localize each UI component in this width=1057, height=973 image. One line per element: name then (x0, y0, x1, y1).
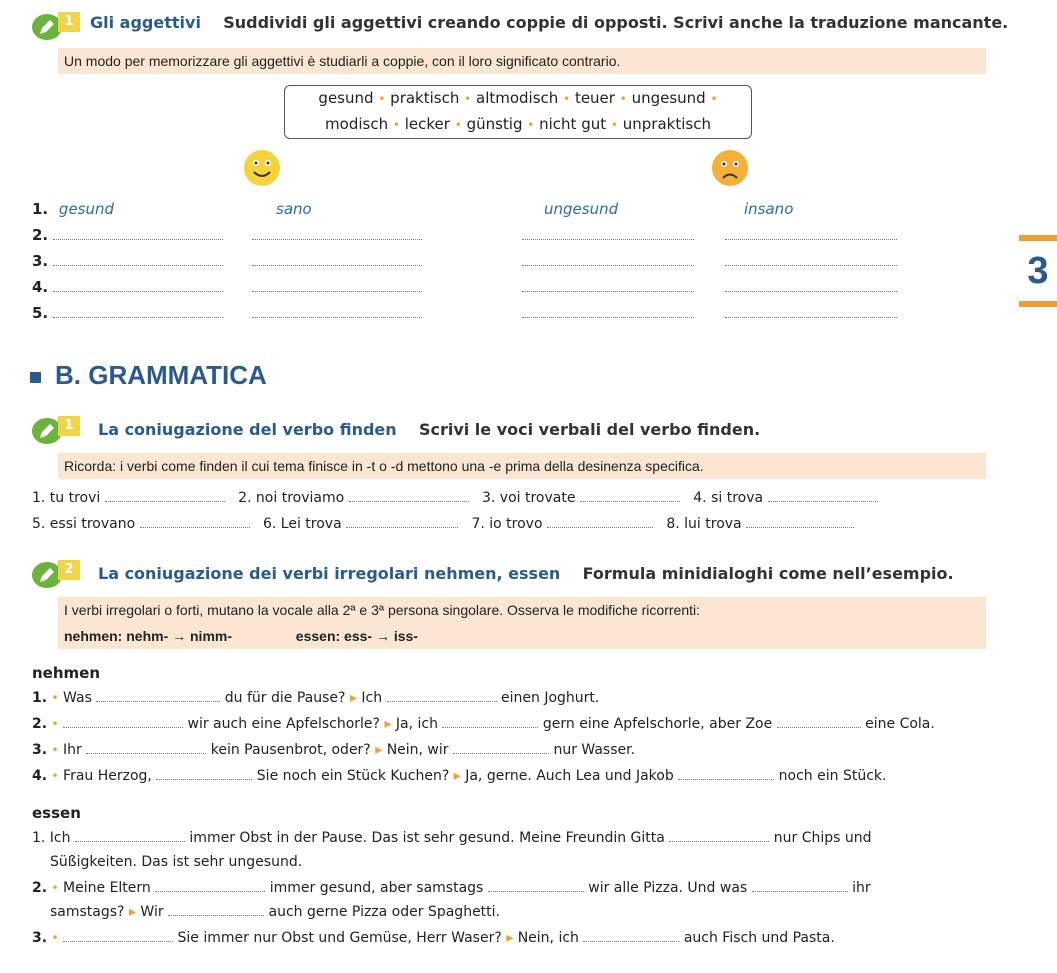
item-label: 7. io trovo (471, 516, 543, 532)
dialog-row: 1. • Was du für die Pause? ▸ Ich einen Joghurt. (32, 690, 600, 706)
answer-row (32, 252, 897, 270)
item-label: 1. tu trovi (32, 490, 101, 506)
answer-blank[interactable] (168, 914, 264, 916)
dialog-text: immer gesund, aber samstags (269, 880, 484, 896)
answer-blank[interactable] (777, 726, 861, 728)
item-label: 8. lui trova (666, 516, 742, 532)
dialog-row: 2. • wir auch eine Apfelschorle? ▸ Ja, ich gern eine Apfelschorle, aber Zoe eine Cola. (32, 716, 935, 732)
dialog-text: immer Obst in der Pause. Das ist sehr gesund. Meine Freundin Gitta (189, 830, 665, 846)
section-title (30, 360, 267, 391)
answer-blank[interactable] (252, 290, 422, 292)
word: praktisch (390, 89, 460, 107)
answer-blank[interactable] (156, 778, 252, 780)
answer-blank[interactable] (453, 752, 549, 754)
dialog-text: samstags? (50, 904, 125, 920)
exercise-instruction: Formula minidialoghi come nell’esempio. (582, 564, 954, 583)
answer-blank[interactable] (140, 526, 250, 528)
dialog-text: Wir (140, 904, 164, 920)
dialog-text: wir auch eine Apfelschorle? (187, 716, 380, 732)
dialog-text: Ja, gerne. Auch Lea und Jakob (465, 768, 674, 784)
dialog-text: kein Pausenbrot, oder? (210, 742, 371, 758)
answer-blank[interactable] (53, 238, 223, 240)
section-title-text: B. GRAMMATICA (55, 360, 267, 390)
dialog-text: einen Joghurt. (501, 690, 600, 706)
exercise-topic: La coniugazione del verbo finden (98, 420, 397, 439)
exercise-number: 1 (58, 416, 80, 436)
row-number: 2. (32, 716, 48, 732)
tip-bar: Ricorda: i verbi come finden il cui tema finisce in -t o -d mettono una -e prima della desinenza specifica. (58, 453, 986, 479)
answer-blank[interactable] (522, 290, 694, 292)
dialog-row: 2. • Meine Eltern immer gesund, aber samstags wir alle Pizza. Und was ihr (32, 880, 871, 896)
dialog-text: Sie immer nur Obst und Gemüse, Herr Waser? (177, 930, 502, 946)
answer-blank[interactable] (725, 238, 897, 240)
answer-blank[interactable] (53, 316, 223, 318)
dialog-row: samstags? ▸ Wir auch gerne Pizza oder Spaghetti. (50, 904, 501, 920)
example-word: ungesund (544, 200, 619, 218)
happy-face-icon (244, 150, 280, 186)
dialog-text: nur Wasser. (553, 742, 636, 758)
dialog-text: Nein, ich (517, 930, 579, 946)
dialog-text: Frau Herzog, (63, 768, 152, 784)
exercise-instruction: Suddividi gli aggettivi creando coppie di opposti. Scrivi anche la traduzione mancante. (223, 13, 1009, 32)
answer-blank[interactable] (75, 840, 185, 842)
answer-blank[interactable] (522, 238, 694, 240)
exercise-instruction: Scrivi le voci verbali del verbo finden. (418, 420, 761, 439)
dialog-row (32, 830, 872, 846)
row-number: 4. (32, 768, 48, 784)
dialog-text: ihr (852, 880, 871, 896)
row-number: 1. (32, 690, 48, 706)
answer-blank[interactable] (768, 500, 878, 502)
answer-blank[interactable] (669, 840, 769, 842)
dialog-text: nur Chips und (773, 830, 872, 846)
answer-blank[interactable] (387, 700, 497, 702)
answer-blank[interactable] (105, 500, 225, 502)
row-number: 5. (32, 304, 49, 322)
rule-text: essen: ess- → iss- (295, 628, 418, 644)
dialog-text: gern eine Apfelschorle, aber Zoe (542, 716, 773, 732)
word: lecker (404, 115, 450, 133)
dialog-row: 4. • Frau Herzog, Sie noch ein Stück Kuchen? ▸ Ja, gerne. Auch Lea und Jakob noch ein Stück. (32, 768, 887, 784)
answer-blank[interactable] (725, 264, 897, 266)
row-number: 3. (32, 930, 48, 946)
answer-blank[interactable] (725, 290, 897, 292)
answer-blank[interactable] (53, 290, 223, 292)
row-number: 4. (32, 278, 49, 296)
word: nicht gut (539, 115, 607, 133)
answer-blank[interactable] (86, 752, 206, 754)
word: günstig (466, 115, 523, 133)
row-number: 2. (32, 880, 48, 896)
row-number: 3. (32, 742, 48, 758)
dialog-row: 3. • Ihr kein Pausenbrot, oder? ▸ Nein, wir nur Wasser. (32, 742, 636, 758)
tip-bar: Un modo per memorizzare gli aggettivi è studiarli a coppie, con il loro significato contrario. (58, 48, 986, 74)
answer-blank[interactable] (522, 264, 694, 266)
row-number: 3. (32, 252, 49, 270)
dialog-text: noch ein Stück. (778, 768, 887, 784)
answer-blank[interactable] (488, 890, 584, 892)
example-translation: insano (744, 200, 794, 218)
rule-text: nehmen: nehm- → nimm- (64, 628, 233, 644)
answer-blank[interactable] (752, 890, 848, 892)
answer-blank[interactable] (63, 726, 183, 728)
dialog-text: auch Fisch und Pasta. (683, 930, 835, 946)
tip-bar (58, 597, 986, 649)
answer-blank[interactable] (522, 316, 694, 318)
items-row (32, 516, 854, 532)
dialog-row: 3. • Sie immer nur Obst und Gemüse, Herr Waser? ▸ Nein, ich auch Fisch und Pasta. (32, 930, 835, 946)
dialog-text: Ja, ich (395, 716, 438, 732)
item-label: 6. Lei trova (262, 516, 342, 532)
items-row (32, 490, 878, 506)
answer-blank[interactable] (63, 940, 173, 942)
answer-row (32, 278, 897, 296)
dialog-text: Ich (361, 690, 383, 706)
answer-blank[interactable] (53, 264, 223, 266)
answer-blank[interactable] (252, 238, 422, 240)
dialog-text: Meine Eltern (63, 880, 151, 896)
answer-blank[interactable] (155, 890, 265, 892)
exercise-title (98, 420, 760, 439)
dialog-text: auch gerne Pizza oder Spaghetti. (268, 904, 501, 920)
row-number: 2. (32, 226, 49, 244)
tip-text: I verbi irregolari o forti, mutano la vocale alla 2ª e 3ª persona singolare. Osserva le modifiche ricorrenti: (64, 602, 700, 618)
example-word: gesund (58, 200, 115, 218)
item-label: 5. essi trovano (32, 516, 136, 532)
word: teuer (574, 89, 615, 107)
answer-blank[interactable] (252, 316, 422, 318)
dialog-text: eine Cola. (865, 716, 935, 732)
word: modisch (325, 115, 389, 133)
example-translation: sano (276, 200, 312, 218)
answer-blank[interactable] (725, 316, 897, 318)
word: gesund (318, 89, 374, 107)
dialog-text: wir alle Pizza. Und was (588, 880, 748, 896)
page-number (1019, 235, 1057, 307)
dialog-text: 1. Ich (32, 830, 71, 846)
dialog-text: Was (63, 690, 92, 706)
item-label: 3. voi trovate (481, 490, 576, 506)
dialog-text: Ihr (63, 742, 82, 758)
answer-blank[interactable] (580, 500, 680, 502)
word-box: gesund • praktisch • altmodisch • teuer • ungesund • modisch • lecker • günstig • nicht gut • unpraktisch (284, 85, 752, 139)
answer-blank[interactable] (678, 778, 774, 780)
answer-blank[interactable] (746, 526, 854, 528)
word: altmodisch (476, 89, 559, 107)
answer-blank[interactable] (96, 700, 220, 702)
exercise-title (90, 13, 1008, 32)
word: ungesund (631, 89, 706, 107)
exercise-topic: La coniugazione dei verbi irregolari nehmen, essen (98, 564, 561, 583)
dialog-text: Nein, wir (386, 742, 449, 758)
answer-blank[interactable] (346, 526, 458, 528)
page-number-text: 3 (1027, 250, 1049, 292)
answer-blank[interactable] (547, 526, 653, 528)
example-row (32, 200, 114, 218)
exercise-topic: Gli aggettivi (90, 13, 201, 32)
row-number: 1. (32, 200, 49, 218)
item-label: 2. noi troviamo (238, 490, 345, 506)
exercise-number: 1 (58, 12, 80, 32)
exercise-title (98, 564, 954, 583)
answer-blank[interactable] (583, 940, 679, 942)
answer-row (32, 226, 897, 244)
word: unpraktisch (622, 115, 711, 133)
exercise-number: 2 (58, 560, 80, 580)
dialog-text: Süßigkeiten. Das ist sehr ungesund. (50, 854, 303, 870)
dialog-text: du für die Pause? (224, 690, 346, 706)
dialog-text: Sie noch ein Stück Kuchen? (256, 768, 450, 784)
answer-blank[interactable] (252, 264, 422, 266)
item-label: 4. si trova (693, 490, 764, 506)
answer-blank[interactable] (442, 726, 538, 728)
answer-row (32, 304, 897, 322)
answer-blank[interactable] (349, 500, 469, 502)
subsection-label: nehmen (32, 664, 101, 682)
subsection-label: essen (32, 804, 81, 822)
sad-face-icon (712, 150, 748, 186)
